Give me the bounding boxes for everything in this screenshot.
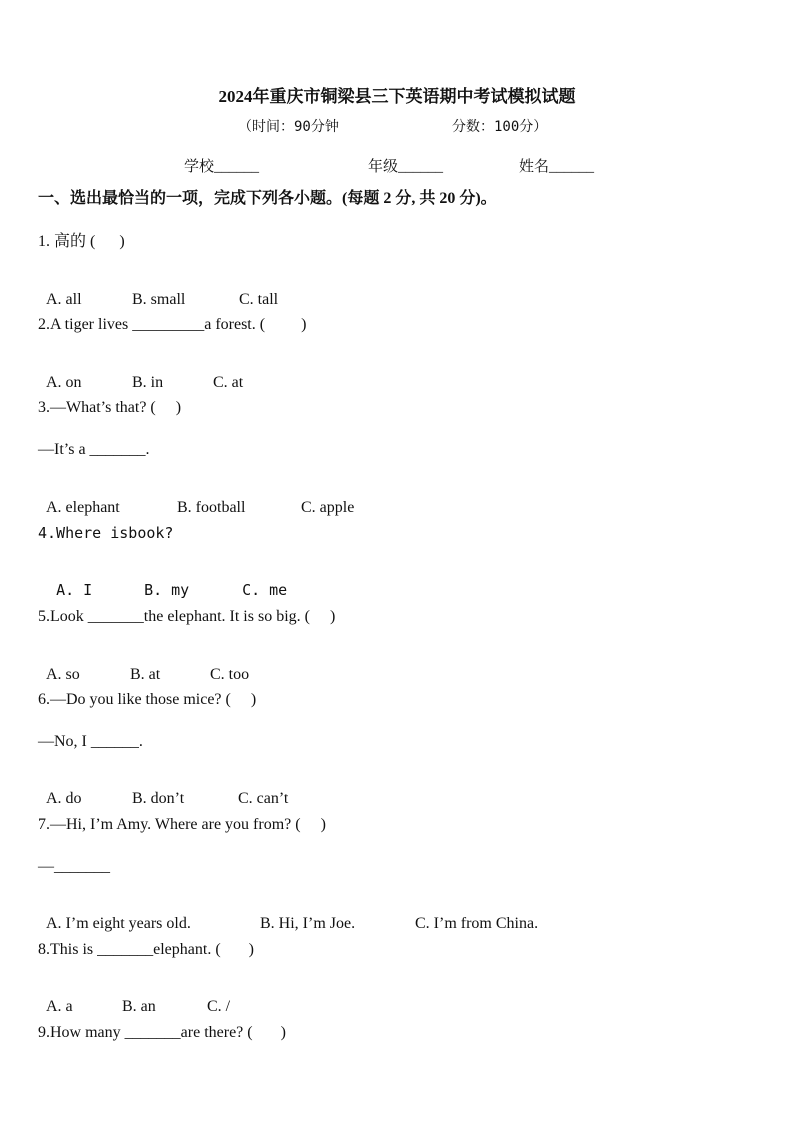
- page-title: 2024年重庆市铜梁县三下英语期中考试模拟试题: [218, 87, 576, 106]
- option-c: C. at: [213, 374, 244, 391]
- section-heading: 一、选出最恰当的一项，完成下列各小题。(每题 2 分, 共 20 分)。: [38, 190, 497, 207]
- question-subline: —It’s a _______.: [38, 441, 150, 458]
- question-stem: 6.—Do you like those mice? ( ): [38, 691, 257, 708]
- option-c: C. can’t: [238, 790, 289, 807]
- question-stem: 3.—What’s that? ( ): [38, 399, 182, 416]
- option-a: A. I’m eight years old.: [46, 915, 191, 932]
- option-a: A. I: [56, 581, 93, 599]
- field-grade: 年级______: [368, 159, 444, 175]
- question-options: [38, 900, 538, 932]
- option-b: B. my: [144, 581, 190, 599]
- question-options: [38, 651, 249, 683]
- question-stem: 8.This is _______elephant. ( ): [38, 941, 254, 958]
- option-b: B. in: [132, 374, 164, 391]
- question-subline: —No, I ______.: [38, 733, 143, 750]
- option-c: C. tall: [239, 291, 279, 308]
- option-b: B. an: [122, 998, 156, 1015]
- option-c: C. too: [210, 666, 250, 683]
- option-a: A. on: [46, 374, 82, 391]
- option-b: B. at: [130, 666, 161, 683]
- option-b: B. football: [177, 499, 246, 516]
- question-options: [38, 484, 354, 516]
- question-options: [38, 568, 287, 598]
- option-a: A. a: [46, 998, 73, 1015]
- question-options: [38, 359, 243, 391]
- option-c: C. me: [242, 581, 288, 599]
- subtitle-time: （时间：90分钟: [238, 119, 339, 135]
- field-school: 学校______: [184, 159, 260, 175]
- option-a: A. elephant: [46, 499, 120, 516]
- question-stem: 1. 高的 ( ): [38, 233, 125, 250]
- option-b: B. don’t: [132, 790, 185, 807]
- option-c: C. /: [207, 998, 231, 1015]
- question-stem: 5.Look _______the elephant. It is so big. ( ): [38, 608, 336, 625]
- option-c: C. I’m from China.: [415, 915, 539, 932]
- question-options: [38, 775, 288, 807]
- question-stem: 2.A tiger lives _________a forest. ( ): [38, 316, 307, 333]
- option-b: B. Hi, I’m Joe.: [260, 915, 356, 932]
- option-a: A. do: [46, 790, 82, 807]
- question-options: [38, 983, 230, 1015]
- option-a: A. all: [46, 291, 82, 308]
- option-a: A. so: [46, 666, 80, 683]
- question-options: [38, 276, 278, 308]
- field-name: 姓名______: [519, 159, 595, 175]
- option-c: C. apple: [301, 499, 355, 516]
- question-stem: 9.How many _______are there? ( ): [38, 1024, 286, 1041]
- option-b: B. small: [132, 291, 186, 308]
- question-stem: 4.Where isbook?: [38, 524, 174, 542]
- subtitle-score: 分数：100分）: [452, 119, 548, 135]
- question-stem: 7.—Hi, I’m Amy. Where are you from? ( ): [38, 816, 326, 833]
- question-subline: —_______: [38, 858, 110, 875]
